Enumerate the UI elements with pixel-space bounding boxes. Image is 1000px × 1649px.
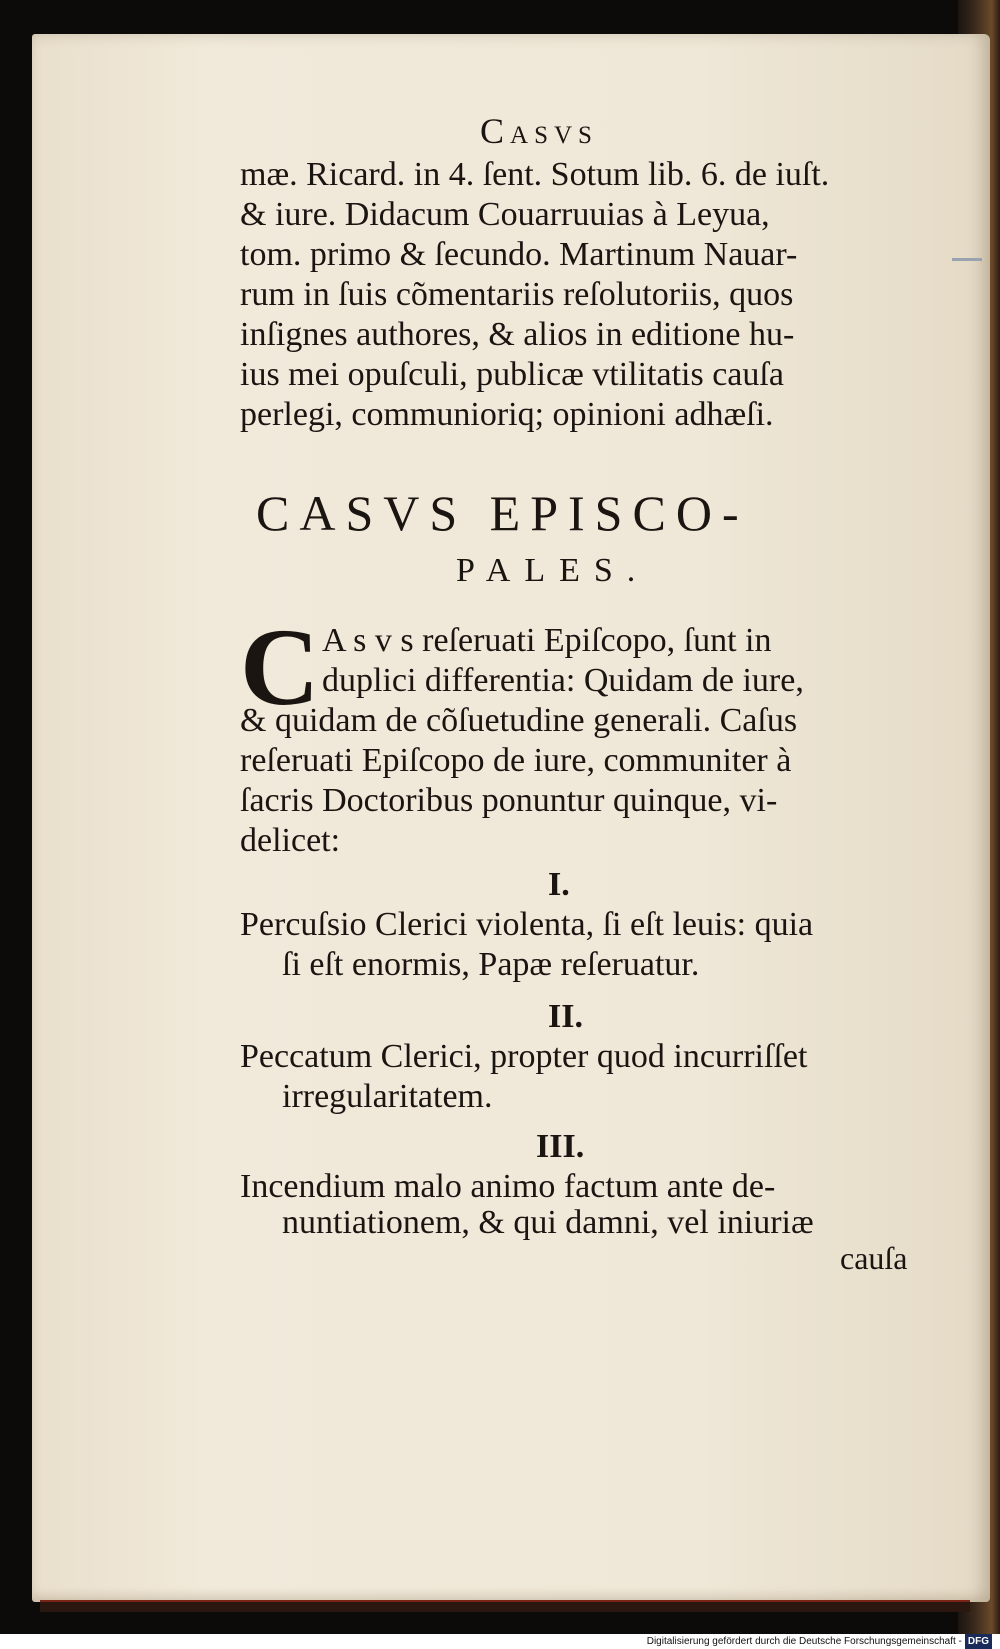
digitization-footer [0, 1634, 1000, 1649]
page-marker [952, 258, 982, 261]
intro-line-2: & iure. Didacum Couarruuias à Leyua, [240, 196, 770, 233]
para-line-4: reſeruati Epiſcopo de iure, communiter à [240, 742, 792, 779]
item-numeral-1: I. [548, 866, 570, 903]
item-3-line-2: nuntiationem, & qui damni, vel iniuriæ [282, 1204, 814, 1241]
item-1-line-1: Percuſsio Clerici violenta, ſi eſt leuis: quia [240, 906, 814, 943]
item-2-line-2: irregularitatem. [282, 1078, 493, 1115]
running-head: Casvs [480, 111, 598, 151]
para-line-2: duplici differentia: Quidam de iure, [322, 662, 804, 699]
para-line-6: delicet: [240, 822, 341, 859]
item-numeral-3: III. [536, 1128, 585, 1165]
catchword: cauſa [840, 1240, 908, 1276]
para-line-3: & quidam de cõſuetudine generali. Caſus [240, 702, 798, 739]
item-2-line-1: Peccatum Clerici, propter quod incurriſſet [240, 1038, 808, 1075]
intro-line-4: rum in ſuis cõmentariis reſolutoriis, quos [240, 276, 794, 313]
drop-cap: C [240, 606, 320, 728]
intro-line-6: ius mei opuſculi, publicæ vtilitatis cauſa [240, 356, 784, 393]
dfg-logo: DFG [965, 1634, 992, 1649]
footer-text: Digitalisierung gefördert durch die Deutsche Forschungsgemeinschaft - [646, 1636, 962, 1647]
page-bottom-edge [40, 1600, 970, 1612]
item-1-line-2: ſi eſt enormis, Papæ reſeruatur. [282, 946, 700, 983]
intro-line-5: inſignes authores, & alios in editione hu- [240, 316, 795, 353]
intro-line-1: mæ. Ricard. in 4. ſent. Sotum lib. 6. de iuſt. [240, 156, 830, 193]
item-3-line-1: Incendium malo animo factum ante de- [240, 1168, 776, 1205]
para-line-1: A s v s reſeruati Epiſcopo, ſunt in [322, 622, 772, 659]
section-title-line-2: PALES. [456, 552, 650, 589]
intro-line-7: perlegi, communioriq; opinioni adhæſi. [240, 396, 774, 433]
para-line-5: ſacris Doctoribus ponuntur quinque, vi- [240, 782, 778, 819]
section-title-line-1: CASVS EPISCO- [256, 485, 749, 541]
item-numeral-2: II. [548, 998, 583, 1035]
intro-line-3: tom. primo & ſecundo. Martinum Nauar- [240, 236, 798, 273]
